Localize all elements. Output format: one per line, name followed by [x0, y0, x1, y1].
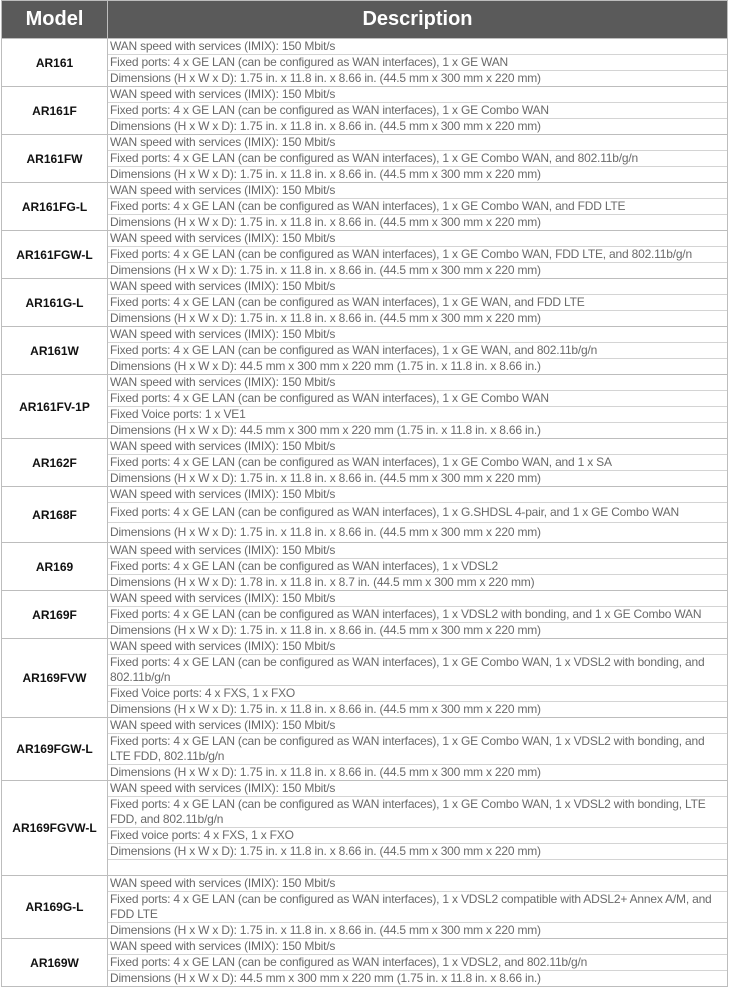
- spec-line: Fixed ports: 4 x GE LAN (can be configured as WAN interfaces), 1 x GE Combo WAN, and 1 x SA: [108, 455, 727, 471]
- description-cell: [108, 87, 728, 135]
- spec-line: Fixed Voice ports: 1 x VE1: [108, 407, 727, 423]
- description-cell: [108, 639, 728, 718]
- spec-line: Dimensions (H x W x D): 1.75 in. x 11.8 in. x 8.66 in. (44.5 mm x 300 mm x 220 mm): [110, 311, 541, 325]
- table-row: [2, 231, 728, 279]
- spec-line: WAN speed with services (IMIX): 150 Mbit/s: [108, 87, 727, 103]
- model-name: AR169FGW-L: [2, 718, 108, 781]
- spec-line: WAN speed with services (IMIX): 150 Mbit/s: [108, 231, 727, 247]
- spec-line: Fixed ports: 4 x GE LAN (can be configured as WAN interfaces), 1 x GE Combo WAN, FDD LTE, and 802.11b/g/n: [108, 247, 727, 263]
- table-row: [2, 543, 728, 591]
- description-cell: [108, 591, 728, 639]
- description-cell: [108, 439, 728, 487]
- table-row: [2, 439, 728, 487]
- spec-line: Fixed ports: 4 x GE LAN (can be configured as WAN interfaces), 1 x GE Combo WAN, 1 x VDSL2 with bonding, LTE FDD, and 802.11b/g/n: [108, 797, 727, 828]
- spec-line: Fixed ports: 4 x GE LAN (can be configured as WAN interfaces), 1 x GE Combo WAN: [108, 391, 727, 407]
- description-cell: [108, 543, 728, 591]
- spec-line: Dimensions (H x W x D): 1.75 in. x 11.8 in. x 8.66 in. (44.5 mm x 300 mm x 220 mm): [110, 71, 541, 85]
- table-header-row: [2, 1, 728, 39]
- table-row: [2, 279, 728, 327]
- spec-line: WAN speed with services (IMIX): 150 Mbit/s: [108, 543, 727, 559]
- table-row: [2, 718, 728, 781]
- model-name: AR169F: [2, 591, 108, 639]
- spec-line: Fixed ports: 4 x GE LAN (can be configured as WAN interfaces), 1 x GE Combo WAN, 1 x VDSL2 with bonding, and LTE FDD, 802.11b/g/n: [108, 734, 727, 765]
- spec-line: Dimensions (H x W x D): 1.75 in. x 11.8 in. x 8.66 in. (44.5 mm x 300 mm x 220 mm): [110, 119, 541, 133]
- description-cell: [108, 487, 728, 543]
- table-row: [2, 135, 728, 183]
- table-row: [2, 939, 728, 987]
- spec-line: [108, 860, 727, 875]
- spec-line: Fixed ports: 4 x GE LAN (can be configured as WAN interfaces), 1 x GE WAN, and FDD LTE: [108, 295, 727, 311]
- description-cell: [108, 939, 728, 987]
- model-name: AR161FV-1P: [2, 375, 108, 439]
- description-cell: [108, 375, 728, 439]
- description-cell: [108, 183, 728, 231]
- model-name: AR162F: [2, 439, 108, 487]
- spec-line: WAN speed with services (IMIX): 150 Mbit/s: [108, 718, 727, 734]
- description-cell: [108, 135, 728, 183]
- spec-line: Dimensions (H x W x D): 1.75 in. x 11.8 in. x 8.66 in. (44.5 mm x 300 mm x 220 mm): [110, 623, 541, 637]
- spec-line: Dimensions (H x W x D): 1.75 in. x 11.8 in. x 8.66 in. (44.5 mm x 300 mm x 220 mm): [110, 215, 541, 229]
- spec-line: Fixed ports: 4 x GE LAN (can be configured as WAN interfaces), 1 x GE WAN: [108, 55, 727, 71]
- spec-line: Fixed ports: 4 x GE LAN (can be configured as WAN interfaces), 1 x GE Combo WAN: [108, 103, 727, 119]
- spec-line: WAN speed with services (IMIX): 150 Mbit/s: [108, 487, 727, 503]
- model-name: AR161FGW-L: [2, 231, 108, 279]
- description-cell: [108, 231, 728, 279]
- table-row: [2, 39, 728, 87]
- table-row: [2, 327, 728, 375]
- spec-line: Dimensions (H x W x D): 1.75 in. x 11.8 in. x 8.66 in. (44.5 mm x 300 mm x 220 mm): [110, 525, 541, 539]
- spec-line: Dimensions (H x W x D): 44.5 mm x 300 mm x 220 mm (1.75 in. x 11.8 in. x 8.66 in.): [110, 423, 541, 437]
- description-cell: [108, 876, 728, 939]
- spec-line: Dimensions (H x W x D): 1.75 in. x 11.8 in. x 8.66 in. (44.5 mm x 300 mm x 220 mm): [110, 765, 541, 779]
- spec-line: Dimensions (H x W x D): 1.75 in. x 11.8 in. x 8.66 in. (44.5 mm x 300 mm x 220 mm): [110, 263, 541, 277]
- model-name: AR161F: [2, 87, 108, 135]
- spec-line: WAN speed with services (IMIX): 150 Mbit/s: [108, 591, 727, 607]
- spec-line: Fixed ports: 4 x GE LAN (can be configured as WAN interfaces), 1 x GE Combo WAN, and FDD LTE: [108, 199, 727, 215]
- table-row: [2, 781, 728, 876]
- spec-line: WAN speed with services (IMIX): 150 Mbit/s: [108, 183, 727, 199]
- spec-line: Dimensions (H x W x D): 44.5 mm x 300 mm x 220 mm (1.75 in. x 11.8 in. x 8.66 in.): [110, 971, 541, 985]
- model-name: AR169G-L: [2, 876, 108, 939]
- spec-line: Fixed ports: 4 x GE LAN (can be configured as WAN interfaces), 1 x VDSL2 compatible with ADSL2+ Annex A/M, and FDD LTE: [108, 892, 727, 923]
- spec-line: Fixed ports: 4 x GE LAN (can be configured as WAN interfaces), 1 x VDSL2: [108, 559, 727, 575]
- spec-line: Fixed ports: 4 x GE LAN (can be configured as WAN interfaces), 1 x GE Combo WAN, 1 x VDSL2 with bonding, and 802.11b/g/n: [108, 655, 727, 686]
- description-column-header: Description: [108, 1, 728, 39]
- table-row: [2, 591, 728, 639]
- spec-line: WAN speed with services (IMIX): 150 Mbit/s: [108, 876, 727, 892]
- description-cell: [108, 279, 728, 327]
- spec-line: Dimensions (H x W x D): 44.5 mm x 300 mm x 220 mm (1.75 in. x 11.8 in. x 8.66 in.): [110, 359, 541, 373]
- spec-line: Fixed ports: 4 x GE LAN (can be configured as WAN interfaces), 1 x G.SHDSL 4-pair, and 1 x GE Combo WAN: [108, 503, 727, 523]
- spec-line: Fixed ports: 4 x GE LAN (can be configured as WAN interfaces), 1 x VDSL2, and 802.11b/g/n: [108, 955, 727, 971]
- spec-line: Dimensions (H x W x D): 1.75 in. x 11.8 in. x 8.66 in. (44.5 mm x 300 mm x 220 mm): [110, 471, 541, 485]
- description-cell: [108, 781, 728, 876]
- spec-line: Dimensions (H x W x D): 1.75 in. x 11.8 in. x 8.66 in. (44.5 mm x 300 mm x 220 mm): [110, 702, 541, 716]
- spec-line: Dimensions (H x W x D): 1.75 in. x 11.8 in. x 8.66 in. (44.5 mm x 300 mm x 220 mm): [108, 844, 727, 860]
- model-name: AR169W: [2, 939, 108, 987]
- spec-line: WAN speed with services (IMIX): 150 Mbit/s: [108, 327, 727, 343]
- spec-line: Fixed voice ports: 4 x FXS, 1 x FXO: [108, 828, 727, 844]
- model-name: AR161FW: [2, 135, 108, 183]
- spec-line: WAN speed with services (IMIX): 150 Mbit/s: [108, 279, 727, 295]
- description-cell: [108, 39, 728, 87]
- table-row: [2, 375, 728, 439]
- spec-line: Dimensions (H x W x D): 1.75 in. x 11.8 in. x 8.66 in. (44.5 mm x 300 mm x 220 mm): [110, 923, 541, 937]
- model-column-header: Model: [2, 1, 108, 39]
- model-name: AR169: [2, 543, 108, 591]
- model-name: AR161FG-L: [2, 183, 108, 231]
- model-name: AR161: [2, 39, 108, 87]
- spec-line: Fixed ports: 4 x GE LAN (can be configured as WAN interfaces), 1 x VDSL2 with bonding, and 1 x GE Combo WAN: [108, 607, 727, 623]
- spec-line: WAN speed with services (IMIX): 150 Mbit/s: [108, 439, 727, 455]
- spec-line: WAN speed with services (IMIX): 150 Mbit/s: [108, 375, 727, 391]
- table-row: [2, 183, 728, 231]
- spec-line: WAN speed with services (IMIX): 150 Mbit/s: [108, 135, 727, 151]
- table-row: [2, 639, 728, 718]
- model-name: AR169FGVW-L: [2, 781, 108, 876]
- model-name: AR161G-L: [2, 279, 108, 327]
- model-name: AR161W: [2, 327, 108, 375]
- spec-line: Fixed ports: 4 x GE LAN (can be configured as WAN interfaces), 1 x GE WAN, and 802.11b/g/n: [108, 343, 727, 359]
- model-spec-table: [1, 0, 728, 987]
- table-row: [2, 87, 728, 135]
- description-cell: [108, 327, 728, 375]
- spec-line: Dimensions (H x W x D): 1.78 in. x 11.8 in. x 8.7 in. (44.5 mm x 300 mm x 220 mm): [110, 575, 535, 589]
- description-cell: [108, 718, 728, 781]
- spec-line: Fixed ports: 4 x GE LAN (can be configured as WAN interfaces), 1 x GE Combo WAN, and 802.11b/g/n: [108, 151, 727, 167]
- spec-line: WAN speed with services (IMIX): 150 Mbit/s: [108, 39, 727, 55]
- spec-line: Fixed Voice ports: 4 x FXS, 1 x FXO: [108, 686, 727, 702]
- table-body: [2, 39, 728, 987]
- model-name: AR168F: [2, 487, 108, 543]
- table-row: [2, 487, 728, 543]
- spec-line: Dimensions (H x W x D): 1.75 in. x 11.8 in. x 8.66 in. (44.5 mm x 300 mm x 220 mm): [110, 167, 541, 181]
- spec-line: WAN speed with services (IMIX): 150 Mbit/s: [108, 639, 727, 655]
- spec-line: WAN speed with services (IMIX): 150 Mbit/s: [108, 939, 727, 955]
- table-row: [2, 876, 728, 939]
- spec-line: WAN speed with services (IMIX): 150 Mbit/s: [108, 781, 727, 797]
- model-name: AR169FVW: [2, 639, 108, 718]
